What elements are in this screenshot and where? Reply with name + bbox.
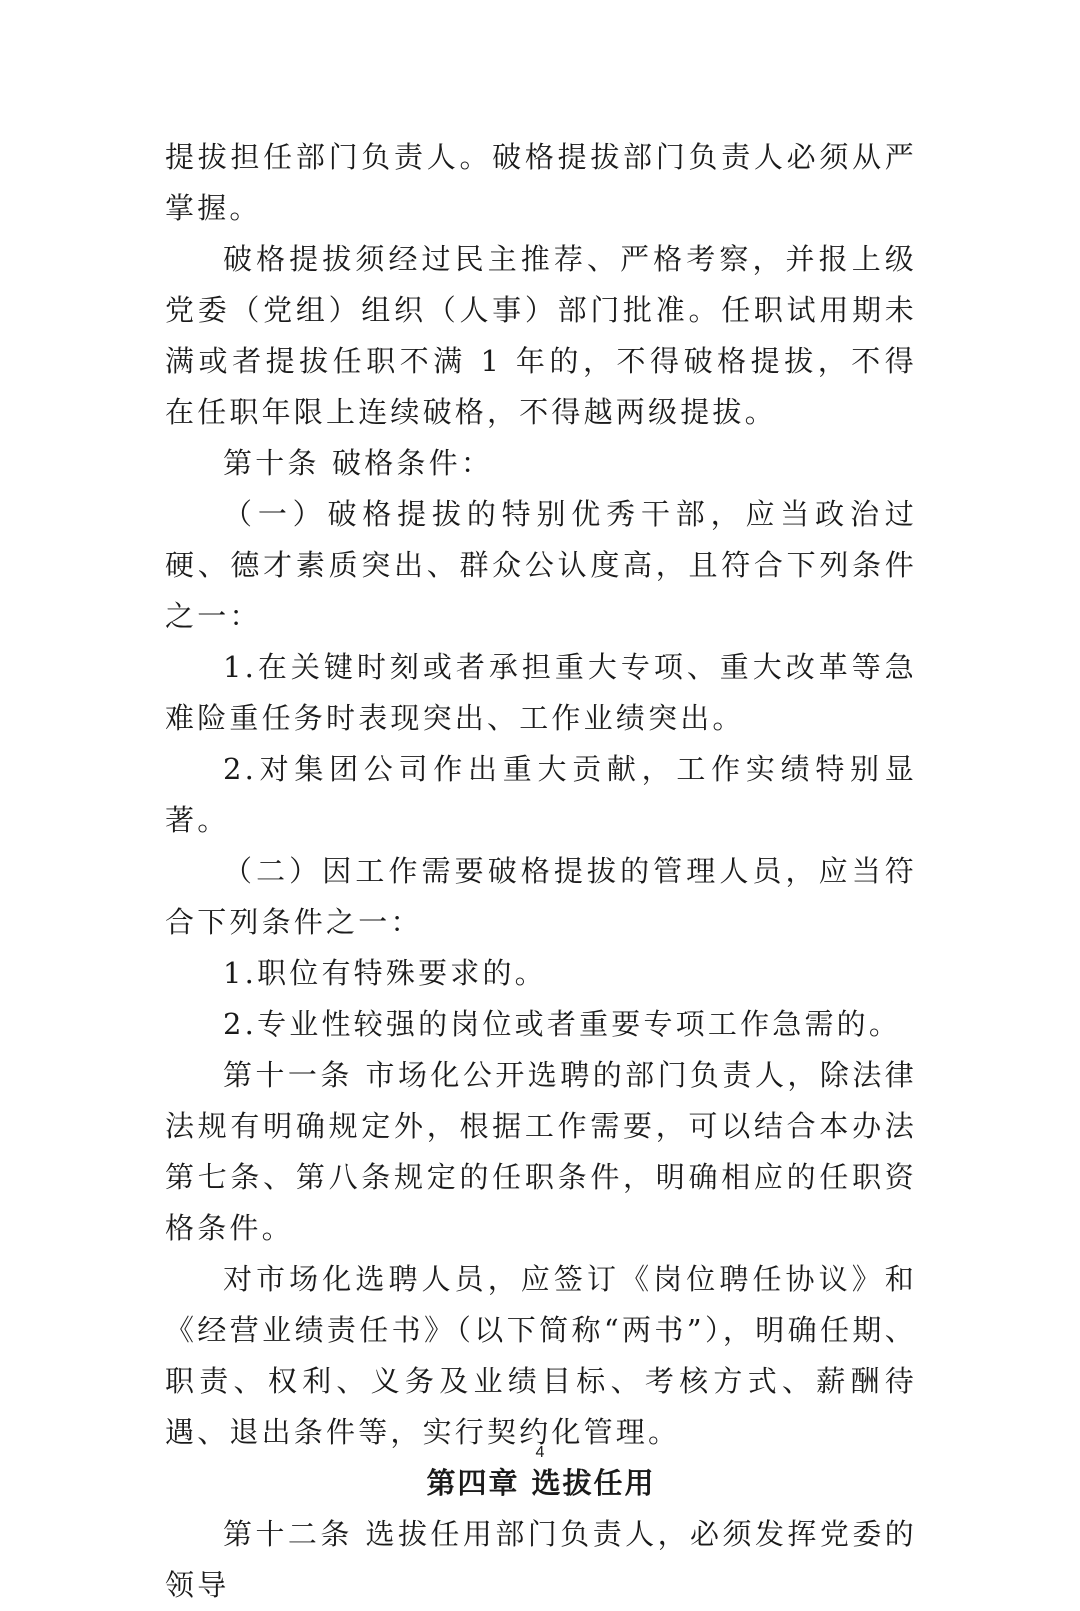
paragraph-4: （一）破格提拔的特别优秀干部，应当政治过硬、德才素质突出、群众公认度高，且符合下列条件之一：	[165, 497, 917, 633]
paragraph-12: 第十二条 选拔任用部门负责人，必须发挥党委的领导	[165, 1517, 917, 1602]
page-number: 4	[535, 1444, 545, 1461]
paragraph-11: 对市场化选聘人员，应签订《岗位聘任协议》和《经营业绩责任书》（以下简称“两书”），明确任期、职责、权利、义务及业绩目标、考核方式、薪酬待遇、退出条件等，实行契约化管理。	[165, 1262, 917, 1449]
paragraph-8: 1.职位有特殊要求的。	[223, 956, 547, 990]
paragraph-6: 2.对集团公司作出重大贡献，工作实绩特别显著。	[165, 752, 917, 837]
chapter-heading: 第四章 选拔任用	[426, 1466, 656, 1500]
paragraph-9: 2.专业性较强的岗位或者重要专项工作急需的。	[223, 1007, 902, 1041]
document-body	[165, 132, 917, 1611]
paragraph-2: 破格提拔须经过民主推荐、严格考察，并报上级党委（党组）组织（人事）部门批准。任职试用期未满或者提拔任职不满 1 年的，不得破格提拔，不得在任职年限上连续破格，不得越两级提拔。	[165, 242, 917, 429]
paragraph-10: 第十一条 市场化公开选聘的部门负责人，除法律法规有明确规定外，根据工作需要，可以结合本办法第七条、第八条规定的任职条件，明确相应的任职资格条件。	[165, 1058, 917, 1245]
paragraph-1: 提拔担任部门负责人。破格提拔部门负责人必须从严掌握。	[165, 140, 917, 225]
paragraph-5: 1.在关键时刻或者承担重大专项、重大改革等急难险重任务时表现突出、工作业绩突出。	[165, 650, 917, 735]
paragraph-7: （二）因工作需要破格提拔的管理人员，应当符合下列条件之一：	[165, 854, 917, 939]
paragraph-3: 第十条 破格条件：	[223, 446, 494, 480]
